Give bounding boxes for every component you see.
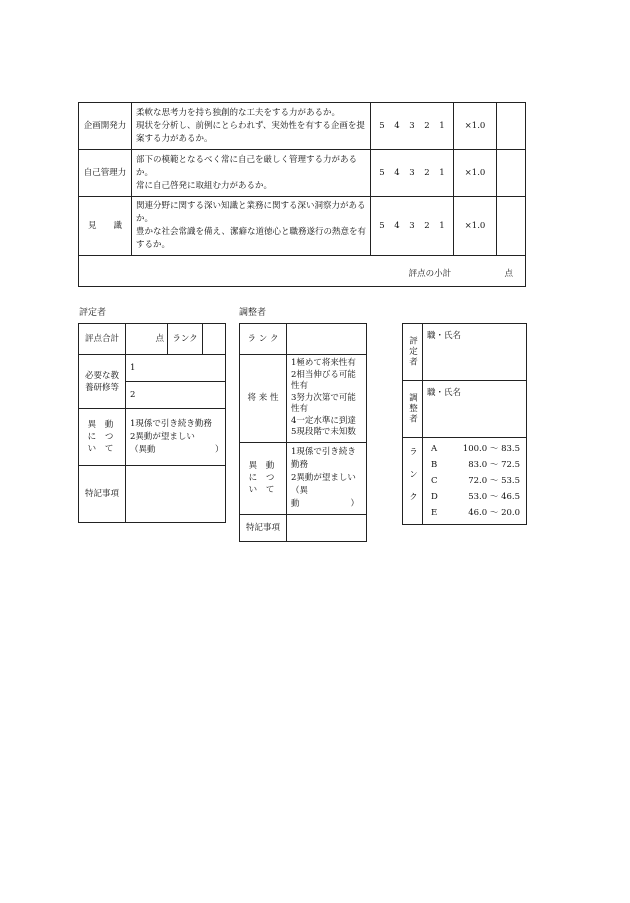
adjuster-name-field[interactable] [423,381,527,438]
transfer-label: 異 動 に つ い て [79,409,126,466]
criteria-row [79,197,526,256]
name-label: 職・氏名 [427,331,462,341]
future-label: 将 来 性 [240,355,287,443]
criteria-row [79,150,526,197]
rank-label: ラ ン ク [240,324,287,355]
rank-label: ランク [168,324,203,355]
adjuster-section-title: 調整者 [239,308,267,318]
score-options: 5 4 3 2 1 [371,103,454,150]
evaluator-table [78,323,226,523]
criteria-table [78,102,526,287]
score-options: 5 4 3 2 1 [371,150,454,197]
rank-field[interactable] [203,324,226,355]
subtotal-unit: 点 [504,269,513,279]
criteria-row [79,103,526,150]
subtotal-label: 評点の小計 [408,269,452,279]
notes-field[interactable] [287,514,367,541]
criteria-description: 関連分野に関する深い知識と業務に関する深い洞察力があるか。 豊かな社会常識を備え、潔癖な道徳心と職務遂行の熱意を有するか。 [132,197,371,256]
signature-table [402,323,527,525]
name-label: 職・氏名 [427,388,462,398]
transfer-options[interactable]: 1現係で引き続き勤務 2異動が望ましい （異動 ） [287,442,367,514]
point-unit: 点 [155,334,164,344]
evaluator-section-title: 評定者 [79,308,107,318]
evaluator-name-field[interactable] [423,324,527,381]
rank-row: D 53.0 〜 46.5 [431,492,520,502]
criteria-description: 柔軟な思考力を持ち独創的な工夫をする力があるか。 現状を分析し、前例にとらわれず、実効性を有する企画を提案する力があるか。 [132,103,371,150]
total-label: 評点合計 [79,324,126,355]
score-cell[interactable] [497,103,526,150]
rank-row: B 83.0 〜 72.5 [431,460,520,470]
score-options: 5 4 3 2 1 [371,197,454,256]
transfer-options[interactable]: 1現係で引き続き勤務 2異動が望ましい （異動 ） [126,409,226,466]
total-field[interactable] [126,324,168,355]
adjuster-sign-label: 調整者 [403,381,423,438]
transfer-label: 異 動 に つ い て [240,442,287,514]
training-field-2[interactable]: 2 [126,382,226,409]
score-cell[interactable] [497,197,526,256]
adjuster-table [239,323,367,542]
weight: ×1.0 [454,103,497,150]
training-label: 必要な教養研修等 [79,355,126,409]
notes-label: 特記事項 [79,466,126,523]
subtotal-cell[interactable] [79,256,526,287]
weight: ×1.0 [454,197,497,256]
future-options[interactable]: 1極めて将来性有 2相当伸びる可能性有 3努力次第で可能性有 4一定水準に到達 5現段階で未知数 [287,355,367,443]
weight: ×1.0 [454,150,497,197]
rank-row: A 100.0 〜 83.5 [431,444,520,454]
criteria-name: 自己管理力 [79,150,132,197]
rank-vertical-label: ランク [403,438,423,525]
rank-field[interactable] [287,324,367,355]
criteria-name: 企画開発力 [79,103,132,150]
rank-table [423,438,527,525]
notes-field[interactable] [126,466,226,523]
evaluator-sign-label: 評定者 [403,324,423,381]
training-field-1[interactable]: 1 [126,355,226,382]
rank-row: C 72.0 〜 53.5 [431,476,520,486]
rank-row: E 46.0 〜 20.0 [431,508,520,518]
notes-label: 特記事項 [240,514,287,541]
criteria-description: 部下の模範となるべく常に自己を厳しく管理する力があるか。 常に自己啓発に取組む力があるか。 [132,150,371,197]
criteria-name: 見 識 [79,197,132,256]
subtotal-row [79,256,526,287]
score-cell[interactable] [497,150,526,197]
